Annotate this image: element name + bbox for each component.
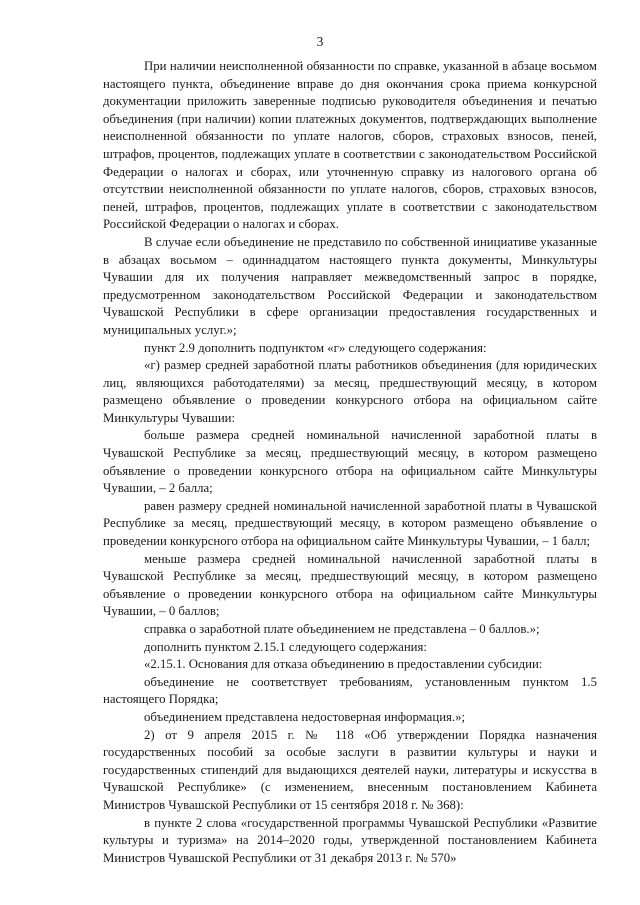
paragraph: меньше размера средней номинальной начисленной заработной платы в Чувашской Республике за месяц, предшествующий месяцу, в котором размещено объявление о проведении конкурсного отбора на официальном сайте Минкультуры Чувашии, – 0 баллов; [103,551,597,619]
paragraph: в пункте 2 слова «государственной программы Чувашской Республики «Развитие культуры и туризма» на 2014–2020 годы, утвержденной постановлением Кабинета Министров Чувашской Республики от 31 декабря 2013 г. № 570» [103,815,597,865]
paragraph: больше размера средней номинальной начисленной заработной платы в Чувашской Республике за месяц, предшествующий месяцу, в котором размещено объявление о проведении конкурсного отбора на официальном сайте Минкультуры Чувашии, – 2 балла; [103,428,597,496]
paragraph: «2.15.1. Основания для отказа объединению в предоставлении субсидии: [144,657,543,672]
paragraph: справка о заработной плате объединением не представлена – 0 баллов.»; [144,622,540,636]
paragraph: дополнить пунктом 2.15.1 следующего содержания: [144,639,427,654]
paragraph: 2) от 9 апреля 2015 г. № 118 «Об утверждении Порядка назначения государственных пособий за особые заслуги в развитии культуры и науки и государственных стипендий для выдающихся деятелей науки, литературы и искусства в Чувашской Республике» (с изменением, внесенным постановлением Кабинета Министров Чувашской Республики от 15 сентября 2018 г. № 368): [103,727,597,812]
paragraph: объединение не соответствует требованиям, установленным пунктом 1.5 настоящего Порядка; [103,674,597,707]
page-number: 3 [316,34,324,49]
paragraph: пункт 2.9 дополнить подпунктом «г» следующего содержания: [144,340,487,355]
paragraph: объединением представлена недостоверная информация.»; [144,709,466,724]
document-body [103,58,597,867]
paragraph: При наличии неисполненной обязанности по справке, указанной в абзаце восьмом настоящего пункта, объединение вправе до дня окончания срока приема конкурсной документации приложить заверенные подписью руководителя объединения и печатью объединения (при наличии) копии платежных документов, подтверждающих выполнение неисполненной обязанности по уплате налогов, сборов, страховых взносов, пеней, штрафов, процентов, подлежащих уплате в соответствии с законодательством Российской Федерации о налогах и сборах, или уточненную справку из налогового органа об отсутствии неисполненной обязанности по уплате налогов, сборов, страховых взносов, пеней, штрафов, процентов, подлежащих уплате в соответствии с законодательством Российской Федерации о налогах и сборах. [103,59,597,232]
paragraph: «г) размер средней заработной платы работников объединения (для юридических лиц, являющихся работодателями) за месяц, предшествующий месяцу, в котором размещено объявление о проведении конкурсного отбора на официальном сайте Минкультуры Чувашии: [103,358,597,425]
paragraph: равен размеру средней номинальной начисленной заработной платы в Чувашской Республике за месяц, предшествующий месяцу, в котором размещено объявление о проведении конкурсного отбора на официальном сайте Минкультуры Чувашии, – 1 балл; [103,498,597,549]
paragraph: В случае если объединение не представило по собственной инициативе указанные в абзацах восьмом – одиннадцатом настоящего пункта документы, Минкультуры Чувашии для их получения направляет межведомственный запрос в порядке, предусмотренном законодательством Российской Федерации и законодательством Чувашской Республики в сфере организации предоставления государственных и муниципальных услуг.»; [103,234,597,337]
